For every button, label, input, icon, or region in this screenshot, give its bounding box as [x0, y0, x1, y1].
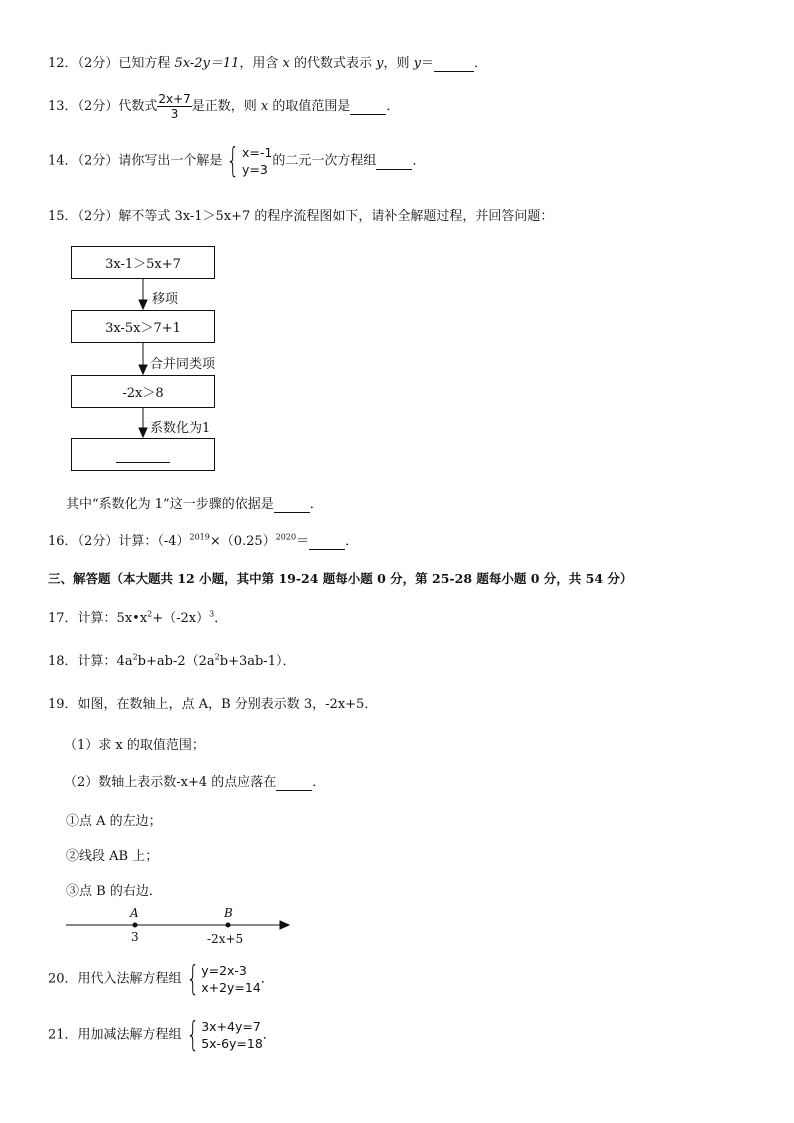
- flow-box-2-text: 3x-5x＞7+1: [105, 321, 181, 336]
- q19-number: 19．: [48, 697, 78, 712]
- q14-text-2: 的二元一次方程组: [272, 153, 377, 169]
- q12-equals: ＝: [421, 56, 435, 71]
- q21-equation-system: [182, 1015, 263, 1055]
- q13-text-3: 的取值范围是: [268, 99, 351, 114]
- q13-denominator: 3: [170, 107, 179, 121]
- q18-number: 18．: [48, 654, 78, 669]
- point-a-label: A: [130, 906, 139, 920]
- q14-text: 请你写出一个解是: [118, 153, 223, 169]
- q12-equation: 5x-2y＝11: [174, 56, 240, 71]
- section-3-heading: 三、解答题（本大题共 12 小题，其中第 19-24 题每小题 0 分，第 25-28 题每小题 0 分，共 54 分）: [48, 571, 633, 586]
- q17-text: 计算：5x•x: [77, 611, 148, 626]
- q18-text-2: b+ab-2（2a: [137, 654, 215, 669]
- q19-part-2-end: ．: [312, 775, 326, 790]
- question-17: [48, 607, 227, 626]
- q12-text-3: 的代数式表示: [289, 56, 377, 71]
- q14-row-2: y=3: [241, 162, 268, 177]
- q13-text-2: 是正数，则: [191, 99, 261, 114]
- q19-option-1[interactable]: ①点 A 的左边；: [66, 814, 162, 829]
- point-b-label: B: [224, 906, 233, 920]
- q16-end: ．: [345, 534, 359, 549]
- q16-number: 16．: [48, 534, 78, 549]
- arrow-head-icon: [139, 365, 147, 374]
- q18-exponent: 2: [132, 652, 138, 662]
- q12-text-4: ，则: [383, 56, 414, 71]
- q19-part-1: （1）求 x 的取值范围；: [64, 738, 205, 753]
- point-b-value: -2x+5: [207, 932, 244, 946]
- q17-end: ．: [214, 611, 228, 626]
- q16-exponent-2: 2020: [275, 532, 297, 542]
- q16-text-2: ×（0.25）: [209, 534, 276, 549]
- q12-var-x: x: [282, 56, 290, 71]
- q13-numerator: 2x+7: [158, 92, 191, 106]
- q15-text: 解不等式 3x-1＞5x+7 的程序流程图如下，请补全解题过程，并回答问题：: [118, 209, 554, 224]
- left-brace-icon: {: [226, 141, 240, 181]
- question-21: [48, 1015, 276, 1055]
- q15-follow-text: 其中“系数化为 1”这一步骤的依据是: [66, 497, 274, 512]
- q16-score: （2分）: [77, 534, 119, 549]
- q15-score: （2分）: [77, 209, 119, 224]
- q15-number: 15．: [48, 209, 78, 224]
- q20-text: 用代入法解方程组: [77, 971, 182, 987]
- flow-step-1-label: 移项: [152, 292, 179, 307]
- q19-text: 如图，在数轴上，点 A，B 分别表示数 3，-2x+5．: [77, 697, 378, 712]
- q17-exponent: 2: [147, 609, 153, 619]
- q21-number: 21．: [48, 1027, 78, 1043]
- q12-var-y-2: y: [413, 56, 422, 71]
- left-brace-icon: {: [185, 1015, 199, 1055]
- q13-text: 代数式: [118, 99, 158, 114]
- arrow-head-icon: [139, 428, 147, 437]
- number-line-arrow-icon: [280, 921, 289, 929]
- q14-number: 14．: [48, 153, 78, 169]
- arrow-head-icon: [139, 300, 147, 309]
- q12-score: （2分）: [77, 56, 119, 71]
- flow-step-2-label: 合并同类项: [150, 357, 216, 372]
- q15-follow-up: [66, 493, 323, 513]
- q20-number: 20．: [48, 971, 78, 987]
- q18-text-3: b+3ab-1）．: [219, 654, 296, 669]
- q16-equals: ＝: [296, 534, 310, 549]
- q13-number: 13．: [48, 99, 78, 114]
- q19-part-2-text: （2）数轴上表示数-x+4 的点应落在: [64, 775, 277, 790]
- q14-score: （2分）: [77, 153, 119, 169]
- q18-text: 计算：4a: [77, 654, 133, 669]
- q19-part-2: [64, 771, 325, 791]
- point-b-dot: [226, 923, 230, 927]
- q20-equation-system: [182, 959, 261, 999]
- question-19: [48, 693, 377, 712]
- q20-row-1: y=2x-3: [201, 963, 247, 978]
- q17-exponent-2: 3: [209, 609, 215, 619]
- q19-option-2[interactable]: ②线段 AB 上；: [66, 849, 159, 864]
- q12-number: 12．: [48, 56, 78, 71]
- q17-text-2: +（-2x）: [152, 611, 210, 626]
- q20-end: ．: [260, 971, 274, 987]
- q19-answer-blank[interactable]: [276, 775, 312, 791]
- point-a-dot: [133, 923, 137, 927]
- question-20: [48, 959, 274, 999]
- left-brace-icon: {: [185, 959, 199, 999]
- q12-text-2: ，用含: [239, 56, 283, 71]
- question-18: [48, 650, 295, 669]
- q12-var-y: y: [376, 56, 384, 71]
- q20-row-2: x+2y=14: [201, 980, 261, 995]
- question-16: [48, 530, 358, 550]
- q16-text: 计算：（-4）: [118, 534, 190, 549]
- q18-exponent-2: 2: [214, 652, 220, 662]
- q14-row-1: x=-1: [241, 145, 273, 160]
- flow-step-3-label: 系数化为1: [150, 421, 211, 436]
- q13-score: （2分）: [77, 99, 119, 114]
- q19-option-3[interactable]: ③点 B 的右边．: [66, 884, 162, 899]
- flow-box-3-text: -2x＞8: [122, 386, 164, 401]
- q15-answer-blank[interactable]: [274, 497, 310, 513]
- q12-text: 已知方程: [118, 56, 175, 71]
- q16-answer-blank[interactable]: [309, 534, 345, 550]
- q21-row-1: 3x+4y=7: [201, 1019, 261, 1034]
- q12-end: ．: [474, 56, 488, 71]
- q21-end: ．: [262, 1027, 276, 1043]
- q21-text: 用加减法解方程组: [77, 1027, 182, 1043]
- q17-number: 17．: [48, 611, 78, 626]
- q16-exponent-1: 2019: [189, 532, 210, 542]
- q13-var-x: x: [260, 99, 269, 114]
- q13-end: ．: [386, 99, 400, 114]
- q15-end: ．: [309, 497, 323, 512]
- q21-row-2: 5x-6y=18: [201, 1036, 263, 1051]
- point-a-value: 3: [131, 930, 139, 944]
- flow-box-1-text: 3x-1＞5x+7: [105, 257, 181, 272]
- q14-end: ．: [412, 153, 426, 169]
